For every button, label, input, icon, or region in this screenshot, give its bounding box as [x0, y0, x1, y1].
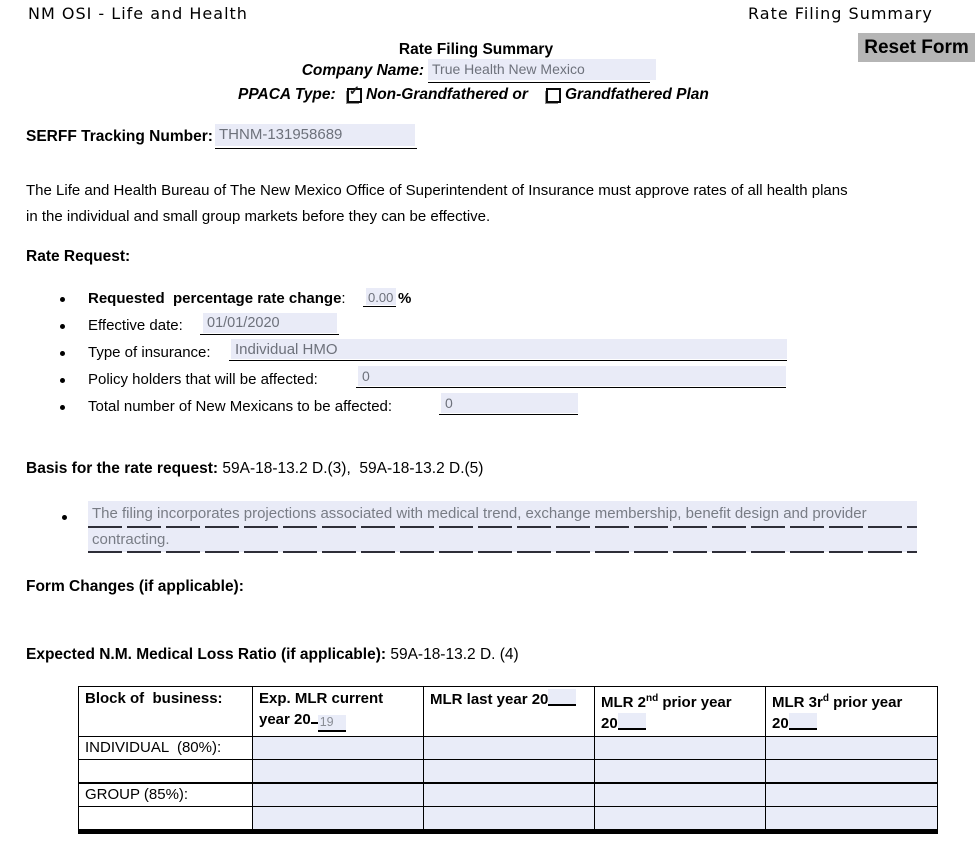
mlr-cell[interactable] [766, 807, 938, 832]
mlr-cell[interactable] [424, 807, 595, 832]
ppaca-type-label: PPACA Type: [238, 86, 336, 103]
company-name-underline [428, 82, 650, 83]
mlr-year-field[interactable] [618, 713, 646, 730]
policy-holders-field[interactable]: 0 [358, 366, 786, 386]
mlr-cell[interactable] [595, 807, 766, 832]
mlr-cell[interactable] [766, 760, 938, 784]
bullet-icon [60, 405, 65, 410]
rate-change-label: Requested percentage rate change: [88, 290, 346, 307]
non-grandfathered-label: Non-Grandfathered or [366, 86, 528, 103]
company-name-field[interactable]: True Health New Mexico [428, 59, 656, 80]
header-block-of-business: Block of business: [79, 687, 253, 737]
mlr-cell[interactable] [424, 737, 595, 760]
basis-note-line1: The filing incorporates projections associated with medical trend, exchange membership, benefit design and provider [92, 505, 867, 522]
total-affected-label: Total number of New Mexicans to be affected: [88, 398, 393, 415]
mlr-cell[interactable] [253, 760, 424, 784]
table-row-blank [79, 760, 938, 784]
serff-tracking-field[interactable]: THNM-131958689 [215, 124, 415, 146]
rate-request-heading: Rate Request: [26, 248, 131, 265]
mlr-cell[interactable] [424, 783, 595, 807]
basis-heading: Basis for the rate request: 59A-18-13.2 D.(3), 59A-18-13.2 D.(5) [26, 460, 484, 477]
table-row-individual [79, 737, 938, 760]
bullet-icon [60, 324, 65, 329]
mlr-cell[interactable] [253, 737, 424, 760]
table-row-blank [79, 807, 938, 832]
mlr-table-header-row [79, 687, 938, 737]
intro-paragraph: The Life and Health Bureau of The New Mexico Office of Superintendent of Insurance must approve rates of all health plans in the individual and small group markets before they can be effective. [26, 182, 852, 225]
total-affected-underline [439, 414, 578, 415]
effective-date-underline [200, 334, 339, 335]
rate-change-field[interactable]: 0.00 [366, 288, 396, 305]
mlr-year-field[interactable] [789, 713, 817, 730]
total-affected-field[interactable]: 0 [441, 393, 578, 413]
insurance-type-label: Type of insurance: [88, 344, 211, 361]
table-row-label: INDIVIDUAL (80%): [79, 737, 253, 760]
policy-holders-label: Policy holders that will be affected: [88, 371, 318, 388]
mlr-cell[interactable] [253, 807, 424, 832]
brand-right: Rate Filing Summary [748, 4, 933, 23]
table-row-label [79, 807, 253, 832]
mlr-cell[interactable] [766, 737, 938, 760]
basis-note-line2: contracting. [92, 531, 170, 548]
expected-mlr-heading: Expected N.M. Medical Loss Ratio (if applicable): 59A-18-13.2 D. (4) [26, 646, 519, 663]
checkmark-icon: ✓ [349, 83, 360, 98]
brand-left: NM OSI - Life and Health [28, 4, 248, 23]
non-grandfathered-checkbox[interactable] [347, 83, 362, 103]
header-mlr-last-year: MLR last year 20 [424, 687, 595, 737]
form-changes-heading: Form Changes (if applicable): [26, 578, 244, 595]
serff-label: SERFF Tracking Number: [26, 128, 213, 145]
header-exp-mlr-current: Exp. MLR current year 20 19 [253, 687, 424, 737]
mlr-cell[interactable] [595, 760, 766, 784]
effective-date-field[interactable]: 01/01/2020 [203, 313, 337, 333]
underscore-segment [311, 709, 318, 724]
mlr-year-field[interactable]: 19 [318, 715, 346, 732]
table-row-label: GROUP (85%): [79, 783, 253, 807]
mlr-cell[interactable] [766, 783, 938, 807]
note-underline [88, 551, 917, 553]
serff-underline [215, 148, 417, 149]
header-mlr-2nd-prior: MLR 2nd prior year 20 [595, 687, 766, 737]
mlr-cell[interactable] [595, 737, 766, 760]
bullet-icon [60, 378, 65, 383]
bullet-icon [60, 351, 65, 356]
reset-form-button[interactable]: Reset Form [858, 33, 975, 62]
rate-change-underline [363, 306, 396, 307]
bullet-icon [62, 515, 67, 520]
table-row-label [79, 760, 253, 784]
policy-holders-underline [356, 387, 786, 388]
mlr-cell[interactable] [595, 783, 766, 807]
insurance-type-field[interactable]: Individual HMO [231, 339, 787, 359]
mlr-cell[interactable] [253, 783, 424, 807]
form-title: Rate Filing Summary [398, 41, 554, 58]
mlr-table [78, 686, 938, 834]
percent-suffix: % [398, 290, 412, 307]
company-name-label: Company Name: [301, 62, 424, 79]
header-mlr-3rd-prior: MLR $3r^d$ prior year 20 [766, 687, 938, 737]
note-underline [88, 526, 917, 528]
mlr-year-field[interactable] [548, 689, 576, 706]
grandfathered-label: Grandfathered Plan [565, 86, 709, 103]
insurance-type-underline [229, 360, 787, 361]
table-row-group [79, 783, 938, 807]
bullet-icon [60, 297, 65, 302]
mlr-cell[interactable] [424, 760, 595, 784]
effective-date-label: Effective date: [88, 317, 183, 334]
grandfathered-checkbox[interactable] [546, 88, 561, 103]
